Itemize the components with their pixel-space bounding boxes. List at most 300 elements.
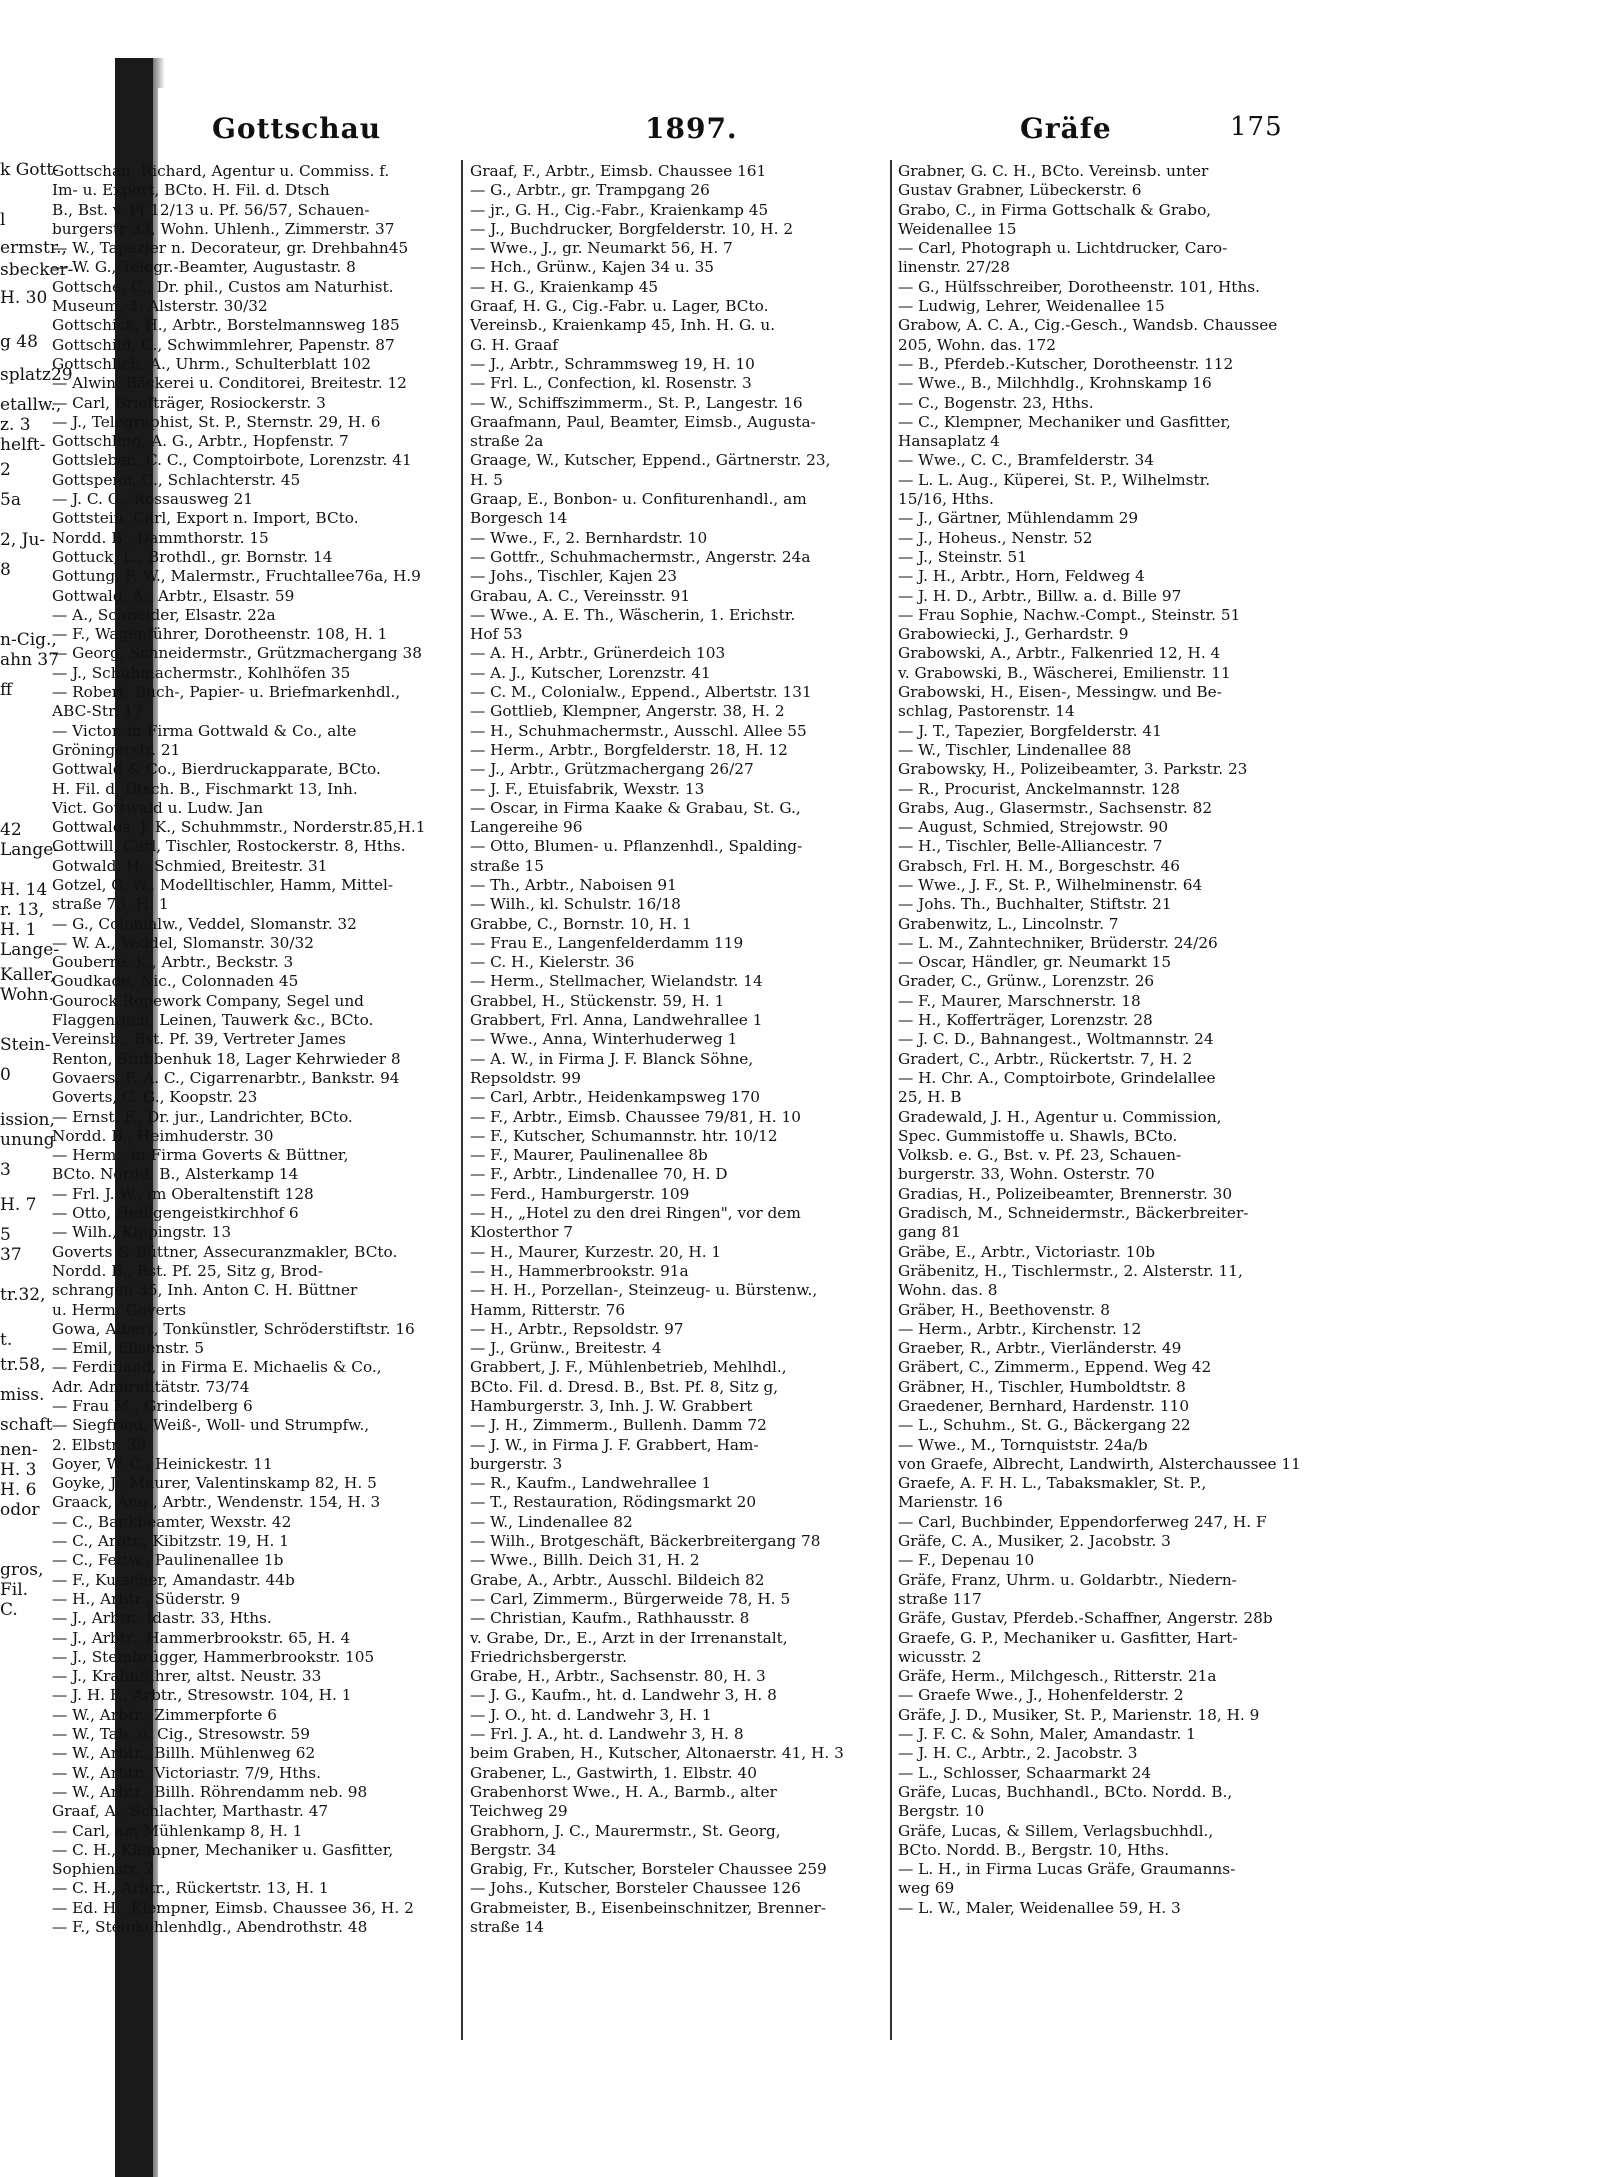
directory-entry-line: Gustav Grabner, Lübeckerstr. 6 xyxy=(898,181,1142,200)
directory-entry-line: — J., Steinstr. 51 xyxy=(898,547,1027,566)
directory-entry-line: — Ferd., Hamburgerstr. 109 xyxy=(470,1184,690,1203)
directory-entry-line: Gottschling, A. G., Arbtr., Hopfenstr. 7 xyxy=(52,432,349,451)
directory-entry-line: — C. H., Arbtr., Rückertstr. 13, H. 1 xyxy=(52,1879,329,1898)
directory-entry-line: Gottstein, Carl, Export n. Import, BCto. xyxy=(52,509,359,528)
directory-entry-line: BCto. Fil. d. Dresd. B., Bst. Pf. 8, Sitz g, xyxy=(470,1377,779,1396)
directory-entry-line: — Carl, am Mühlenkamp 8, H. 1 xyxy=(52,1821,303,1840)
directory-entry-line: Gräfe, Herm., Milchgesch., Ritterstr. 21a xyxy=(898,1667,1217,1686)
directory-entry-line: ABC-Str. 17 xyxy=(52,702,143,721)
directory-entry-line: — F., Maurer, Marschnerstr. 18 xyxy=(898,991,1141,1010)
directory-entry-line: Grabow, A. C. A., Cig.-Gesch., Wandsb. Chaussee xyxy=(898,316,1278,335)
directory-entry-line: Gradisch, M., Schneidermstr., Bäckerbreiter- xyxy=(898,1204,1249,1223)
directory-entry-line: Gräfe, J. D., Musiker, St. P., Marienstr. 18, H. 9 xyxy=(898,1705,1260,1724)
directory-entry-line: — C., Fettw., Paulinenallee 1b xyxy=(52,1551,284,1570)
directory-entry-line: — W., Arbtr., Billh. Mühlenweg 62 xyxy=(52,1744,316,1763)
directory-entry-line: — L., Schuhm., St. G., Bäckergang 22 xyxy=(898,1416,1191,1435)
directory-entry-line: Grabenwitz, L., Lincolnstr. 7 xyxy=(898,914,1119,933)
directory-entry-line: Flaggentuch, Leinen, Tauwerk &c., BCto. xyxy=(52,1011,374,1030)
directory-entry-line: — J. C. D., Bahnangest., Woltmannstr. 24 xyxy=(898,1030,1214,1049)
directory-entry-line: — F., Wagenführer, Dorotheenstr. 108, H. 1 xyxy=(52,625,388,644)
directory-entry-line: Gottsleben, C. C., Comptoirbote, Lorenzstr. 41 xyxy=(52,451,412,470)
directory-entry-line: — A. W., in Firma J. F. Blanck Söhne, xyxy=(470,1049,754,1068)
directory-entry-line: — H., Tischler, Belle-Alliancestr. 7 xyxy=(898,837,1163,856)
facing-page-text: 0 xyxy=(0,1065,11,1085)
directory-entry-line: wicusstr. 2 xyxy=(898,1647,982,1666)
directory-entry-line: BCto. Nordd. B., Alsterkamp 14 xyxy=(52,1165,299,1184)
directory-entry-line: Langereihe 96 xyxy=(470,818,583,837)
directory-entry-line: Grabo, C., in Firma Gottschalk & Grabo, xyxy=(898,200,1212,219)
facing-page-text: Wohn. xyxy=(0,985,54,1005)
directory-entry-line: — F., Maurer, Paulinenallee 8b xyxy=(470,1146,708,1165)
directory-entry-line: — C. M., Colonialw., Eppend., Albertstr. 131 xyxy=(470,683,812,702)
directory-entry-line: Weidenallee 15 xyxy=(898,219,1017,238)
header-year: 1897. xyxy=(645,112,738,145)
directory-entry-line: Graafmann, Paul, Beamter, Eimsb., Augusta- xyxy=(470,412,816,431)
directory-entry-line: — W., Arbtr., Billh. Röhrendamm neb. 98 xyxy=(52,1782,368,1801)
directory-entry-line: — L. W., Maler, Weidenallee 59, H. 3 xyxy=(898,1898,1181,1917)
directory-entry-line: Gottwald, A., Arbtr., Elsastr. 59 xyxy=(52,586,295,605)
directory-entry-line: — F., Steinkohlenhdlg., Abendrothstr. 48 xyxy=(52,1918,368,1937)
directory-entry-line: 205, Wohn. das. 172 xyxy=(898,335,1056,354)
directory-entry-line: — H. H., Porzellan-, Steinzeug- u. Bürstenw., xyxy=(470,1281,818,1300)
directory-entry-line: — Ernst, F., Dr. jur., Landrichter, BCto. xyxy=(52,1107,353,1126)
facing-page-text: tr.32, xyxy=(0,1285,46,1305)
facing-page-text: unung xyxy=(0,1130,55,1150)
directory-entry-line: 25, H. B xyxy=(898,1088,962,1107)
directory-entry-line: — Gottlieb, Klempner, Angerstr. 38, H. 2 xyxy=(470,702,785,721)
directory-entry-line: — Oscar, Händler, gr. Neumarkt 15 xyxy=(898,953,1172,972)
directory-entry-line: — Frl. J. A., ht. d. Landwehr 3, H. 8 xyxy=(470,1725,744,1744)
directory-entry-line: — F., Kutscher, Amandastr. 44b xyxy=(52,1570,295,1589)
directory-entry-line: Graaf, F., Arbtr., Eimsb. Chaussee 161 xyxy=(470,162,767,180)
directory-entry-line: — Herm., in Firma Goverts & Büttner, xyxy=(52,1146,349,1165)
facing-page-text: splatz29 xyxy=(0,365,73,385)
directory-entry-line: — Georg, Schneidermstr., Grützmachergang 38 xyxy=(52,644,422,663)
directory-entry-line: — Johs., Tischler, Kajen 23 xyxy=(470,567,677,586)
directory-entry-line: Grabowiecki, J., Gerhardstr. 9 xyxy=(898,625,1129,644)
directory-entry-line: Goyke, J., Maurer, Valentinskamp 82, H. 5 xyxy=(52,1474,377,1493)
directory-entry-line: — Oscar, in Firma Kaake & Grabau, St. G., xyxy=(470,798,801,817)
directory-entry-line: — A., Schneider, Elsastr. 22a xyxy=(52,605,276,624)
directory-entry-line: — L. M., Zahntechniker, Brüderstr. 24/26 xyxy=(898,933,1218,952)
directory-entry-line: Vict. Gottwald u. Ludw. Jan xyxy=(52,798,264,817)
directory-entry-line: Govaers, F. A. C., Cigarrenarbtr., Bankstr. 94 xyxy=(52,1068,400,1087)
directory-entry-line: — W., Lindenallee 82 xyxy=(470,1512,633,1531)
directory-entry-line: Gottwalds, J. K., Schuhmmstr., Norderstr.85,H.1 xyxy=(52,818,426,837)
directory-entry-line: Vereinsb., Kraienkamp 45, Inh. H. G. u. xyxy=(470,316,776,335)
directory-entry-line: — Alwin, Bäckerei u. Conditorei, Breitestr. 12 xyxy=(52,374,407,393)
facing-page-text: nen- xyxy=(0,1440,38,1460)
directory-entry-line: — Carl, Arbtr., Heidenkampsweg 170 xyxy=(470,1088,760,1107)
facing-page-text: ission, xyxy=(0,1110,55,1130)
directory-entry-line: Gottung, F. W., Malermstr., Fruchtallee76a, H.9 xyxy=(52,567,421,586)
directory-entry-line: Grabe, A., Arbtr., Ausschl. Bildeich 82 xyxy=(470,1570,765,1589)
directory-entry-line: — Frau M., Grindelberg 6 xyxy=(52,1397,253,1415)
directory-entry-line: — J. H. C., Arbtr., 2. Jacobstr. 3 xyxy=(898,1744,1138,1763)
facing-page-text: tr.58, xyxy=(0,1355,46,1375)
directory-entry-line: Gräfe, Lucas, & Sillem, Verlagsbuchhdl., xyxy=(898,1821,1214,1840)
facing-page-text: helft- xyxy=(0,435,46,455)
directory-entry-line: burgerstr 33, Wohn. Uhlenh., Zimmerstr. 37 xyxy=(52,219,395,238)
directory-entry-line: beim Graben, H., Kutscher, Altonaerstr. 41, H. 3 xyxy=(470,1744,844,1763)
directory-entry-line: — Ferdinand, in Firma E. Michaelis & Co., xyxy=(52,1358,382,1377)
directory-entry-line: — Siegfried, Weiß-, Woll- und Strumpfw., xyxy=(52,1416,370,1435)
directory-entry-line: Gotwald, H., Schmied, Breitestr. 31 xyxy=(52,856,328,875)
directory-entry-line: Grabenhorst Wwe., H. A., Barmb., alter xyxy=(470,1782,777,1801)
directory-entry-line: — H., Maurer, Kurzestr. 20, H. 1 xyxy=(470,1242,722,1261)
directory-entry-line: Hof 53 xyxy=(470,625,523,644)
directory-entry-line: — J. H. F., Arbtr., Stresowstr. 104, H. 1 xyxy=(52,1686,352,1705)
directory-entry-line: Graage, W., Kutscher, Eppend., Gärtnerstr. 23, xyxy=(470,451,831,470)
directory-entry-line: Renton, Stubbenhuk 18, Lager Kehrwieder 8 xyxy=(52,1049,401,1068)
directory-entry-line: Grabner, G. C. H., BCto. Vereinsb. unter xyxy=(898,162,1209,180)
directory-entry-line: Gräfe, C. A., Musiker, 2. Jacobstr. 3 xyxy=(898,1532,1171,1551)
directory-entry-line: — Frau E., Langenfelderdamm 119 xyxy=(470,933,744,952)
directory-entry-line: — F., Kutscher, Schumannstr. htr. 10/12 xyxy=(470,1126,778,1145)
directory-entry-line: Gröningerstr. 21 xyxy=(52,740,181,759)
directory-entry-line: — Wwe., C. C., Bramfelderstr. 34 xyxy=(898,451,1155,470)
directory-entry-line: G. H. Graaf xyxy=(470,335,558,354)
facing-page-text: H. 3 xyxy=(0,1460,37,1480)
directory-entry-line: Gourock Ropework Company, Segel und xyxy=(52,991,364,1010)
directory-entry-line: Gottschlich, A., Uhrm., Schulterblatt 102 xyxy=(52,354,372,373)
directory-entry-line: — J., Arbtr., Hammerbrookstr. 65, H. 4 xyxy=(52,1628,351,1647)
directory-entry-line: — Hch., Grünw., Kajen 34 u. 35 xyxy=(470,258,715,277)
facing-page-text: 2, Ju- xyxy=(0,530,46,550)
directory-entry-line: Hansaplatz 4 xyxy=(898,432,1000,451)
directory-entry-line: — Emil, Ellsenstr. 5 xyxy=(52,1339,205,1358)
directory-entry-line: — J. T., Tapezier, Borgfelderstr. 41 xyxy=(898,721,1162,740)
directory-entry-line: 2. Elbstr. 39 xyxy=(52,1435,147,1454)
directory-entry-line: — J. H., Zimmerm., Bullenh. Damm 72 xyxy=(470,1416,767,1435)
directory-entry-line: — Wwe., Billh. Deich 31, H. 2 xyxy=(470,1551,700,1570)
entries-column-1 xyxy=(52,162,459,2042)
directory-entry-line: Gottschild, C., Schwimmlehrer, Papenstr. 87 xyxy=(52,335,395,354)
running-header xyxy=(0,112,1300,152)
directory-entry-line: Klosterthor 7 xyxy=(470,1223,574,1242)
directory-entry-line: — H., „Hotel zu den drei Ringen", vor dem xyxy=(470,1204,801,1223)
facing-page-text: sbecker- xyxy=(0,260,74,280)
directory-entry-line: u. Herm. Goverts xyxy=(52,1300,186,1319)
directory-entry-line: — Wwe., F., 2. Bernhardstr. 10 xyxy=(470,528,708,547)
directory-entry-line: Gradias, H., Polizeibeamter, Brennerstr. 30 xyxy=(898,1184,1233,1203)
header-left-catchword: Gottschau xyxy=(212,112,382,145)
directory-entry-line: — H. Chr. A., Comptoirbote, Grindelallee xyxy=(898,1068,1216,1087)
directory-entry-line: Volksb. e. G., Bst. v. Pf. 23, Schauen- xyxy=(898,1146,1182,1165)
directory-entry-line: Gouberre, K., Arbtr., Beckstr. 3 xyxy=(52,953,294,972)
directory-entry-line: — J. G., Kaufm., ht. d. Landwehr 3, H. 8 xyxy=(470,1686,777,1705)
directory-entry-line: Gräbner, H., Tischler, Humboldtstr. 8 xyxy=(898,1377,1186,1396)
directory-entry-line: — Wilh., Kippingstr. 13 xyxy=(52,1223,232,1242)
directory-entry-line: straße 73, H. 1 xyxy=(52,895,169,914)
directory-entry-line: — Frl. J. W., im Oberaltenstift 128 xyxy=(52,1184,314,1203)
directory-entry-line: Gräfe, Lucas, Buchhandl., BCto. Nordd. B., xyxy=(898,1782,1233,1801)
facing-page-text: 3 xyxy=(0,1160,11,1180)
directory-entry-line: Gräfe, Franz, Uhrm. u. Goldarbtr., Niedern- xyxy=(898,1570,1237,1589)
directory-entry-line: Grabsch, Frl. H. M., Borgeschstr. 46 xyxy=(898,856,1180,875)
directory-entry-line: — R., Kaufm., Landwehrallee 1 xyxy=(470,1474,712,1493)
directory-entry-line: — J., Grünw., Breitestr. 4 xyxy=(470,1339,662,1358)
directory-entry-line: — Wwe., B., Milchhdlg., Krohnskamp 16 xyxy=(898,374,1212,393)
directory-entry-line: straße 14 xyxy=(470,1918,545,1937)
directory-entry-line: — C., Bogenstr. 23, Hths. xyxy=(898,393,1094,412)
facing-page-text: n-Cig., xyxy=(0,630,57,650)
directory-entry-line: Goverts & Büttner, Assecuranzmakler, BCto. xyxy=(52,1242,398,1261)
directory-entry-line: — G., Hülfsschreiber, Dorotheenstr. 101, Hths. xyxy=(898,277,1261,296)
directory-entry-line: Borgesch 14 xyxy=(470,509,568,528)
entries-column-2 xyxy=(470,162,888,2042)
directory-entry-line: — J., Telegraphist, St. P., Sternstr. 29, H. 6 xyxy=(52,412,381,431)
directory-entry-line: Goudkade, Nic., Colonnaden 45 xyxy=(52,972,299,991)
directory-entry-line: — C., Arbtr., Kibitzstr. 19, H. 1 xyxy=(52,1532,289,1551)
directory-entry-line: Friedrichsbergerstr. xyxy=(470,1647,627,1666)
directory-entry-line: Gottspenn, C., Schlachterstr. 45 xyxy=(52,470,301,489)
facing-page-text: 5a xyxy=(0,490,21,510)
directory-entry-line: Grabig, Fr., Kutscher, Borsteler Chaussee 259 xyxy=(470,1860,827,1879)
directory-entry-line: — Th., Arbtr., Naboisen 91 xyxy=(470,875,677,894)
directory-entry-line: Bergstr. 34 xyxy=(470,1840,557,1859)
directory-entry-line: Gottwill, Carl, Tischler, Rostockerstr. 8, Hths. xyxy=(52,837,406,856)
directory-entry-line: Teichweg 29 xyxy=(470,1802,568,1821)
directory-entry-line: schlag, Pastorenstr. 14 xyxy=(898,702,1075,721)
directory-entry-line: — J., Schuhmachermstr., Kohlhöfen 35 xyxy=(52,663,351,682)
directory-entry-line: — A. H., Arbtr., Grünerdeich 103 xyxy=(470,644,726,663)
directory-entry-line: Nordd. B., Dammthorstr. 15 xyxy=(52,528,269,547)
facing-page-text: C. xyxy=(0,1600,18,1620)
directory-entry-line: Gottschick, H., Arbtr., Borstelmannsweg 185 xyxy=(52,316,400,335)
facing-page-text: Lange- xyxy=(0,940,60,960)
directory-entry-line: — J. F., Etuisfabrik, Wexstr. 13 xyxy=(470,779,705,798)
facing-page-text: Fil. xyxy=(0,1580,29,1600)
directory-entry-line: Grabhorn, J. C., Maurermstr., St. Georg, xyxy=(470,1821,781,1840)
directory-entry-line: — J., Buchdrucker, Borgfelderstr. 10, H. 2 xyxy=(470,219,794,238)
directory-entry-line: — W., Tab. u. Cig., Stresowstr. 59 xyxy=(52,1725,310,1744)
facing-page-text: ermstr., xyxy=(0,238,67,258)
directory-entry-line: — W., Arbtr., Victoriastr. 7/9, Hths. xyxy=(52,1763,321,1782)
facing-page-text: z. 3 xyxy=(0,415,31,435)
directory-entry-line: Graeber, R., Arbtr., Vierländerstr. 49 xyxy=(898,1339,1182,1358)
directory-entry-line: Hamm, Ritterstr. 76 xyxy=(470,1300,626,1319)
directory-entry-line: straße 117 xyxy=(898,1589,982,1608)
directory-entry-line: — Otto, Heiligengeistkirchhof 6 xyxy=(52,1204,299,1223)
directory-entry-line: Adr. Admiralitätstr. 73/74 xyxy=(52,1377,250,1396)
facing-page-text: H. 7 xyxy=(0,1195,37,1215)
directory-entry-line: v. Grabe, Dr., E., Arzt in der Irrenanstalt, xyxy=(470,1628,788,1647)
facing-page-text: gros, xyxy=(0,1560,44,1580)
directory-entry-line: Gräbenitz, H., Tischlermstr., 2. Alsterstr. 11, xyxy=(898,1261,1243,1280)
facing-page-text: schaft xyxy=(0,1415,53,1435)
directory-entry-line: Grabbert, Frl. Anna, Landwehrallee 1 xyxy=(470,1011,763,1030)
directory-entry-line: — Wwe., J., gr. Neumarkt 56, H. 7 xyxy=(470,239,733,258)
directory-entry-line: — Ludwig, Lehrer, Weidenallee 15 xyxy=(898,297,1165,316)
directory-entry-line: — J. F. C. & Sohn, Maler, Amandastr. 1 xyxy=(898,1725,1196,1744)
directory-entry-line: Gottwald & Co., Bierdruckapparate, BCto. xyxy=(52,760,381,779)
directory-entry-line: linenstr. 27/28 xyxy=(898,258,1010,277)
directory-entry-line: — C., Bankbeamter, Wexstr. 42 xyxy=(52,1512,292,1531)
directory-entry-line: Graaf, H. G., Cig.-Fabr. u. Lager, BCto. xyxy=(470,297,769,316)
directory-entry-line: Spec. Gummistoffe u. Shawls, BCto. xyxy=(898,1126,1178,1145)
directory-entry-line: Goverts, C. G., Koopstr. 23 xyxy=(52,1088,258,1107)
facing-page-text: odor xyxy=(0,1500,40,1520)
directory-entry-line: — H., Kofferträger, Lorenzstr. 28 xyxy=(898,1011,1153,1030)
directory-entry-line: — Ed. H., Klempner, Eimsb. Chaussee 36, H. 2 xyxy=(52,1898,414,1917)
directory-entry-line: — W. G., Telegr.-Beamter, Augustastr. 8 xyxy=(52,258,356,277)
directory-entry-line: — Wilh., kl. Schulstr. 16/18 xyxy=(470,895,681,914)
directory-entry-line: — Herm., Arbtr., Borgfelderstr. 18, H. 12 xyxy=(470,740,788,759)
directory-entry-line: — Robert, Buch-, Papier- u. Briefmarkenhdl., xyxy=(52,683,401,702)
directory-entry-line: — H., Schuhmachermstr., Ausschl. Allee 55 xyxy=(470,721,807,740)
directory-entry-line: Grabs, Aug., Glasermstr., Sachsenstr. 82 xyxy=(898,798,1213,817)
facing-page-text: H. 30 xyxy=(0,288,48,308)
directory-entry-line: — L. H., in Firma Lucas Gräfe, Graumanns- xyxy=(898,1860,1236,1879)
directory-entry-line: Graefe, G. P., Mechaniker u. Gasfitter, Hart- xyxy=(898,1628,1238,1647)
directory-entry-line: Nordd. B., Heimhuderstr. 30 xyxy=(52,1126,274,1145)
directory-entry-line: — L., Schlosser, Schaarmarkt 24 xyxy=(898,1763,1152,1782)
directory-entry-line: Grabowsky, H., Polizeibeamter, 3. Parkstr. 23 xyxy=(898,760,1248,779)
directory-entry-line: — Wwe., A. E. Th., Wäscherin, 1. Erichstr. xyxy=(470,605,796,624)
directory-entry-line: straße 15 xyxy=(470,856,545,875)
facing-page-text: ff xyxy=(0,680,13,700)
directory-entry-line: Repsoldstr. 99 xyxy=(470,1068,581,1087)
directory-entry-line: — H. G., Kraienkamp 45 xyxy=(470,277,659,296)
directory-entry-line: Nordd. B., Bst. Pf. 25, Sitz g, Brod- xyxy=(52,1261,324,1280)
facing-page-text: 2 xyxy=(0,460,11,480)
directory-entry-line: — W. A., Veddel, Slomanstr. 30/32 xyxy=(52,933,315,952)
directory-entry-line: Wohn. das. 8 xyxy=(898,1281,998,1300)
directory-entry-line: Gotzel, C. W., Modelltischler, Hamm, Mittel- xyxy=(52,875,394,894)
directory-entry-line: Grabener, L., Gastwirth, 1. Elbstr. 40 xyxy=(470,1763,757,1782)
directory-entry-line: Gräbert, C., Zimmerm., Eppend. Weg 42 xyxy=(898,1358,1212,1377)
facing-page-text: H. 6 xyxy=(0,1480,37,1500)
directory-entry-line: Graedener, Bernhard, Hardenstr. 110 xyxy=(898,1397,1190,1415)
directory-entry-line: — Johs., Kutscher, Borsteler Chaussee 126 xyxy=(470,1879,801,1898)
facing-page-text: ahn 37 xyxy=(0,650,60,670)
entries-column-3 xyxy=(898,162,1318,2042)
directory-entry-line: — W., Tischler, Lindenallee 88 xyxy=(898,740,1132,759)
directory-entry-line: — B., Pferdeb.-Kutscher, Dorotheenstr. 112 xyxy=(898,354,1234,373)
directory-entry-line: — J., Steinbrügger, Hammerbrookstr. 105 xyxy=(52,1647,375,1666)
directory-entry-line: — G., Colonialw., Veddel, Slomanstr. 32 xyxy=(52,914,357,933)
facing-page-text: H. 14 xyxy=(0,880,48,900)
facing-page-text: r. 13, xyxy=(0,900,45,920)
directory-entry-line: Graaf, A., Schlachter, Marthastr. 47 xyxy=(52,1802,329,1821)
facing-page-text: Stein- xyxy=(0,1035,51,1055)
directory-entry-line: Gradewald, J. H., Agentur u. Commission, xyxy=(898,1107,1222,1126)
directory-entry-line: — Herm., Arbtr., Kirchenstr. 12 xyxy=(898,1319,1142,1338)
directory-entry-line: Im- u. Export, BCto. H. Fil. d. Dtsch xyxy=(52,181,330,200)
directory-entry-line: — F., Arbtr., Lindenallee 70, H. D xyxy=(470,1165,728,1184)
directory-entry-line: — J., Arbtr., Idastr. 33, Hths. xyxy=(52,1609,272,1628)
directory-entry-line: — Johs. Th., Buchhalter, Stiftstr. 21 xyxy=(898,895,1172,914)
facing-page-text: H. 1 xyxy=(0,920,37,940)
directory-entry-line: — T., Restauration, Rödingsmarkt 20 xyxy=(470,1493,757,1512)
facing-page-text: l xyxy=(0,210,6,230)
facing-page-text: 37 xyxy=(0,1245,22,1265)
facing-page-text: Kaller, xyxy=(0,965,56,985)
directory-entry-line: — J., Hoheus., Nenstr. 52 xyxy=(898,528,1093,547)
facing-page-text: 42 xyxy=(0,820,22,840)
directory-entry-line: burgerstr. 3 xyxy=(470,1454,563,1473)
directory-entry-line: — Herm., Stellmacher, Wielandstr. 14 xyxy=(470,972,763,991)
directory-entry-line: Gottsche, C., Dr. phil., Custos am Naturhist. xyxy=(52,277,394,296)
directory-entry-line: Gradert, C., Arbtr., Rückertstr. 7, H. 2 xyxy=(898,1049,1193,1068)
directory-entry-line: — H., Arbtr., Süderstr. 9 xyxy=(52,1589,241,1608)
directory-entry-line: Gräber, H., Beethovenstr. 8 xyxy=(898,1300,1110,1319)
directory-entry-line: von Graefe, Albrecht, Landwirth, Alsterchaussee 11 xyxy=(898,1454,1301,1473)
directory-entry-line: Vereinsb., Bst. Pf. 39, Vertreter James xyxy=(52,1030,346,1049)
directory-entry-line: — jr., G. H., Cig.-Fabr., Kraienkamp 45 xyxy=(470,200,769,219)
facing-page-text: g 48 xyxy=(0,332,38,352)
directory-entry-line: Bergstr. 10 xyxy=(898,1802,985,1821)
directory-entry-line: — Wwe., Anna, Winterhuderweg 1 xyxy=(470,1030,738,1049)
directory-entry-line: — Frau Sophie, Nachw.-Compt., Steinstr. 51 xyxy=(898,605,1241,624)
directory-entry-line: — J., Arbtr., Grützmachergang 26/27 xyxy=(470,760,754,779)
directory-entry-line: — F., Depenau 10 xyxy=(898,1551,1035,1570)
directory-entry-line: Graefe, A. F. H. L., Tabaksmakler, St. P., xyxy=(898,1474,1207,1493)
directory-entry-line: — F., Arbtr., Eimsb. Chaussee 79/81, H. 10 xyxy=(470,1107,801,1126)
directory-entry-line: — C. H., Klempner, Mechaniker u. Gasfitter, xyxy=(52,1840,394,1859)
directory-entry-line: Gottuck, L., Brothdl., gr. Bornstr. 14 xyxy=(52,547,333,566)
directory-entry-line: — Carl, Zimmerm., Bürgerweide 78, H. 5 xyxy=(470,1589,791,1608)
directory-entry-line: — Frl. L., Confection, kl. Rosenstr. 3 xyxy=(470,374,752,393)
directory-entry-line: — W., Tapezier n. Decorateur, gr. Drehbahn45 xyxy=(52,239,409,258)
directory-entry-line: — L. L. Aug., Küperei, St. P., Wilhelmstr. xyxy=(898,470,1211,489)
directory-entry-line: BCto. Nordd. B., Bergstr. 10, Hths. xyxy=(898,1840,1170,1859)
directory-entry-line: — J., Arbtr., Schrammsweg 19, H. 10 xyxy=(470,354,755,373)
directory-entry-line: — Otto, Blumen- u. Pflanzenhdl., Spalding- xyxy=(470,837,803,856)
facing-page-text: 5 xyxy=(0,1225,11,1245)
directory-entry-line: — Gottfr., Schuhmachermstr., Angerstr. 24a xyxy=(470,547,811,566)
directory-entry-line: weg 69 xyxy=(898,1879,955,1898)
directory-entry-line: — J. H., Arbtr., Horn, Feldweg 4 xyxy=(898,567,1145,586)
facing-page-text: k Gott- xyxy=(0,160,59,180)
directory-entry-line: — C. H., Kielerstr. 36 xyxy=(470,953,635,972)
directory-entry-line: Grabbe, C., Bornstr. 10, H. 1 xyxy=(470,914,692,933)
directory-entry-line: — Carl, Photograph u. Lichtdrucker, Caro- xyxy=(898,239,1228,258)
directory-entry-line: — Wwe., J. F., St. P., Wilhelminenstr. 64 xyxy=(898,875,1203,894)
directory-entry-line: Grabau, A. C., Vereinsstr. 91 xyxy=(470,586,691,605)
directory-entry-line: Grabbel, H., Stückenstr. 59, H. 1 xyxy=(470,991,725,1010)
directory-entry-line: Graap, E., Bonbon- u. Confiturenhandl., am xyxy=(470,490,807,509)
directory-entry-line: B., Bst. v. Pf 12/13 u. Pf. 56/57, Schauen- xyxy=(52,200,370,219)
directory-entry-line: — Carl, Buchbinder, Eppendorferweg 247, H. F xyxy=(898,1512,1267,1531)
directory-entry-line: Graack, Aug., Arbtr., Wendenstr. 154, H. 3 xyxy=(52,1493,381,1512)
directory-entry-line: — H., Arbtr., Repsoldstr. 97 xyxy=(470,1319,684,1338)
facing-page-text: Lange- xyxy=(0,840,60,860)
directory-entry-line: Grabbert, J. F., Mühlenbetrieb, Mehlhdl., xyxy=(470,1358,787,1377)
directory-entry-line: — J., Krahnführer, altst. Neustr. 33 xyxy=(52,1667,322,1686)
directory-entry-line: v. Grabowski, B., Wäscherei, Emilienstr. 11 xyxy=(898,663,1231,682)
directory-entry-line: H. Fil. d. Dtsch. B., Fischmarkt 13, Inh. xyxy=(52,779,358,798)
directory-entry-line: — J. O., ht. d. Landwehr 3, H. 1 xyxy=(470,1705,712,1724)
facing-page-text: miss. xyxy=(0,1385,45,1405)
directory-entry-line: Gräbe, E., Arbtr., Victoriastr. 10b xyxy=(898,1242,1156,1261)
column-rule xyxy=(890,160,892,2040)
directory-entry-line: Grabe, H., Arbtr., Sachsenstr. 80, H. 3 xyxy=(470,1667,766,1686)
directory-entry-line: Sophienstr. 2 xyxy=(52,1860,155,1879)
directory-entry-line: — Wwe., M., Tornquiststr. 24a/b xyxy=(898,1435,1148,1454)
directory-entry-line: — August, Schmied, Strejowstr. 90 xyxy=(898,818,1169,837)
directory-entry-line: Gowa, Albert, Tonkünstler, Schröderstiftstr. 16 xyxy=(52,1319,415,1338)
directory-entry-line: Grabmeister, B., Eisenbeinschnitzer, Brenner- xyxy=(470,1898,827,1917)
directory-entry-line: gang 81 xyxy=(898,1223,961,1242)
directory-entry-line: Hamburgerstr. 3, Inh. J. W. Grabbert xyxy=(470,1397,753,1415)
directory-entry-line: Marienstr. 16 xyxy=(898,1493,1003,1512)
directory-entry-line: — Graefe Wwe., J., Hohenfelderstr. 2 xyxy=(898,1686,1184,1705)
directory-entry-line: Gottschau, Richard, Agentur u. Commiss. f. xyxy=(52,162,390,180)
directory-entry-line: — J. C. C., Rossausweg 21 xyxy=(52,490,253,509)
directory-entry-line: — J. W., in Firma J. F. Grabbert, Ham- xyxy=(470,1435,759,1454)
